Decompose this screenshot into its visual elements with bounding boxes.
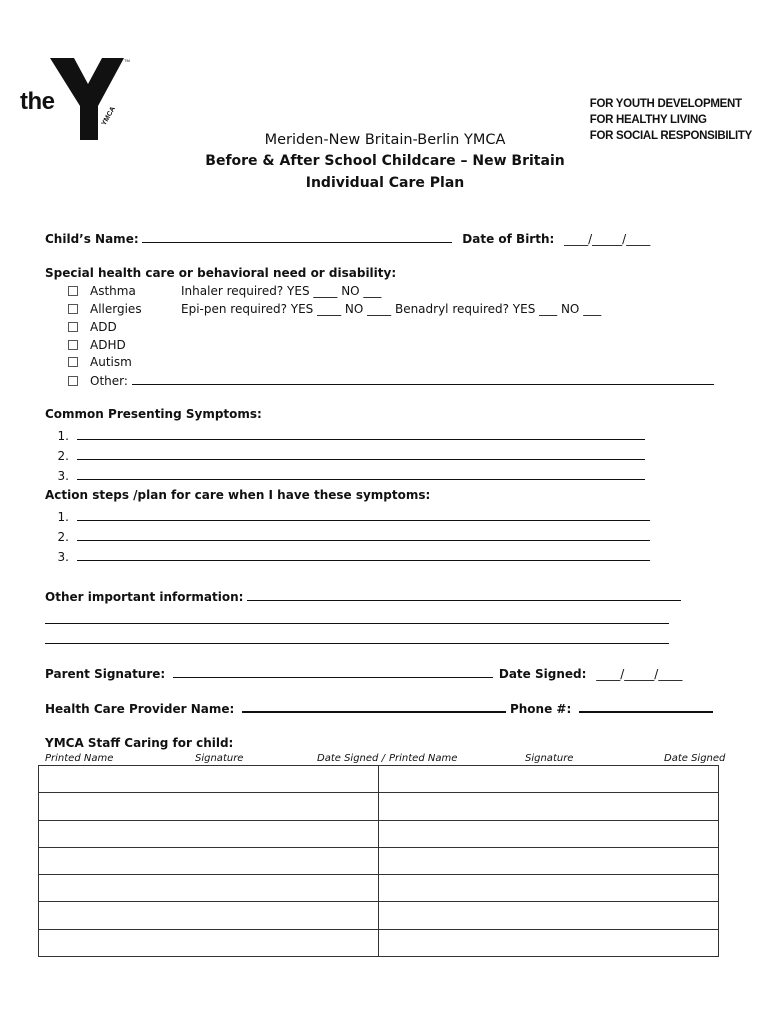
col-signature-1: Signature <box>195 753 244 764</box>
need-label: Allergies <box>90 302 142 316</box>
epipen-question[interactable]: Epi-pen required? YES ____ NO ____ Benadryl required? YES ___ NO ___ <box>181 302 602 316</box>
staff-heading: YMCA Staff Caring for child: <box>45 736 234 750</box>
child-row <box>45 231 650 246</box>
tagline-line-3: FOR SOCIAL RESPONSIBILITY <box>589 130 752 142</box>
child-name-label: Child’s Name: <box>45 232 139 246</box>
staff-cell[interactable] <box>379 902 719 929</box>
need-other[interactable] <box>68 373 714 388</box>
checkbox[interactable] <box>68 286 78 296</box>
svg-text:YMCA: YMCA <box>100 105 118 127</box>
staff-cell[interactable] <box>39 793 379 820</box>
staff-cell[interactable] <box>379 875 719 902</box>
table-row <box>39 766 719 793</box>
tagline-line-2: FOR HEALTHY LIVING <box>589 114 707 126</box>
line-number: 1. <box>57 429 69 443</box>
phone-field[interactable] <box>579 701 713 713</box>
checkbox[interactable] <box>68 304 78 314</box>
symptoms-heading: Common Presenting Symptoms: <box>45 407 262 421</box>
table-row <box>39 875 719 902</box>
needs-heading: Special health care or behavioral need or disability: <box>45 266 397 280</box>
col-printed-name-2: Printed Name <box>389 753 458 764</box>
provider-name-label: Health Care Provider Name: <box>45 702 235 716</box>
action-field[interactable] <box>77 549 650 561</box>
checkbox[interactable] <box>68 340 78 350</box>
tagline-line-1: FOR YOUTH DEVELOPMENT <box>589 98 742 110</box>
other-info-field[interactable] <box>247 589 681 601</box>
parent-signature-label: Parent Signature: <box>45 667 166 681</box>
symptom-field[interactable] <box>77 448 645 460</box>
staff-cell[interactable] <box>379 929 719 956</box>
checkbox[interactable] <box>68 376 78 386</box>
other-info-field-3[interactable] <box>45 632 669 644</box>
staff-cell[interactable] <box>39 875 379 902</box>
other-need-field[interactable] <box>132 373 714 385</box>
date-signed-field[interactable]: ____/_____/____ <box>596 667 683 681</box>
parent-row <box>45 666 682 681</box>
action-line[interactable] <box>45 549 650 564</box>
need-label: Asthma <box>90 284 136 298</box>
parent-signature-field[interactable] <box>173 666 493 678</box>
need-allergies[interactable] <box>68 302 142 316</box>
symptom-field[interactable] <box>77 468 645 480</box>
need-label: ADD <box>90 320 117 334</box>
staff-cell[interactable] <box>39 929 379 956</box>
program-name: Before & After School Childcare – New Britain <box>205 153 565 169</box>
provider-name-field[interactable] <box>242 701 506 713</box>
other-info-label: Other important information: <box>45 590 244 604</box>
other-info-field-2[interactable] <box>45 612 669 624</box>
line-number: 3. <box>57 550 69 564</box>
need-adhd[interactable] <box>68 338 126 352</box>
action-field[interactable] <box>77 509 650 521</box>
staff-cell[interactable] <box>39 902 379 929</box>
need-add[interactable] <box>68 320 117 334</box>
other-info-row <box>45 589 681 604</box>
table-row <box>39 929 719 956</box>
table-row <box>39 847 719 874</box>
child-name-field[interactable] <box>142 231 452 243</box>
action-line[interactable] <box>45 529 650 544</box>
date-signed-label: Date Signed: <box>498 667 587 681</box>
action-line[interactable] <box>45 509 650 524</box>
need-asthma[interactable] <box>68 284 136 298</box>
doc-title: Individual Care Plan <box>305 175 465 191</box>
logo-the-text: the <box>20 88 55 115</box>
symptom-field[interactable] <box>77 428 645 440</box>
col-printed-name-1: Printed Name <box>45 753 114 764</box>
symptom-line[interactable] <box>45 448 645 463</box>
checkbox[interactable] <box>68 357 78 367</box>
need-label: Autism <box>90 355 132 369</box>
provider-row <box>45 701 713 716</box>
staff-cell[interactable] <box>39 847 379 874</box>
phone-label: Phone #: <box>509 702 572 716</box>
table-row <box>39 793 719 820</box>
line-number: 2. <box>57 530 69 544</box>
need-label: Other: <box>90 374 128 388</box>
checkbox[interactable] <box>68 322 78 332</box>
svg-text:TM: TM <box>124 58 130 63</box>
staff-cell[interactable] <box>379 793 719 820</box>
col-date-signed-2: Date Signed <box>664 753 726 764</box>
staff-table <box>38 765 719 957</box>
ymca-logo-icon <box>50 54 130 140</box>
staff-cell[interactable] <box>379 847 719 874</box>
col-date-signed-1: Date Signed / <box>317 753 385 764</box>
line-number: 2. <box>57 449 69 463</box>
staff-cell[interactable] <box>379 766 719 793</box>
symptom-line[interactable] <box>45 428 645 443</box>
action-field[interactable] <box>77 529 650 541</box>
line-number: 1. <box>57 510 69 524</box>
org-name: Meriden-New Britain-Berlin YMCA <box>264 132 506 148</box>
inhaler-question[interactable]: Inhaler required? YES ____ NO ___ <box>181 284 382 298</box>
table-row <box>39 820 719 847</box>
line-number: 3. <box>57 469 69 483</box>
symptom-line[interactable] <box>45 468 645 483</box>
col-signature-2: Signature <box>525 753 574 764</box>
actions-heading: Action steps /plan for care when I have these symptoms: <box>45 488 431 502</box>
staff-cell[interactable] <box>39 820 379 847</box>
table-row <box>39 902 719 929</box>
need-label: ADHD <box>90 338 126 352</box>
staff-cell[interactable] <box>379 820 719 847</box>
staff-cell[interactable] <box>39 766 379 793</box>
dob-label: Date of Birth: <box>462 232 555 246</box>
dob-field[interactable]: ____/_____/____ <box>564 232 651 246</box>
need-autism[interactable] <box>68 355 132 369</box>
